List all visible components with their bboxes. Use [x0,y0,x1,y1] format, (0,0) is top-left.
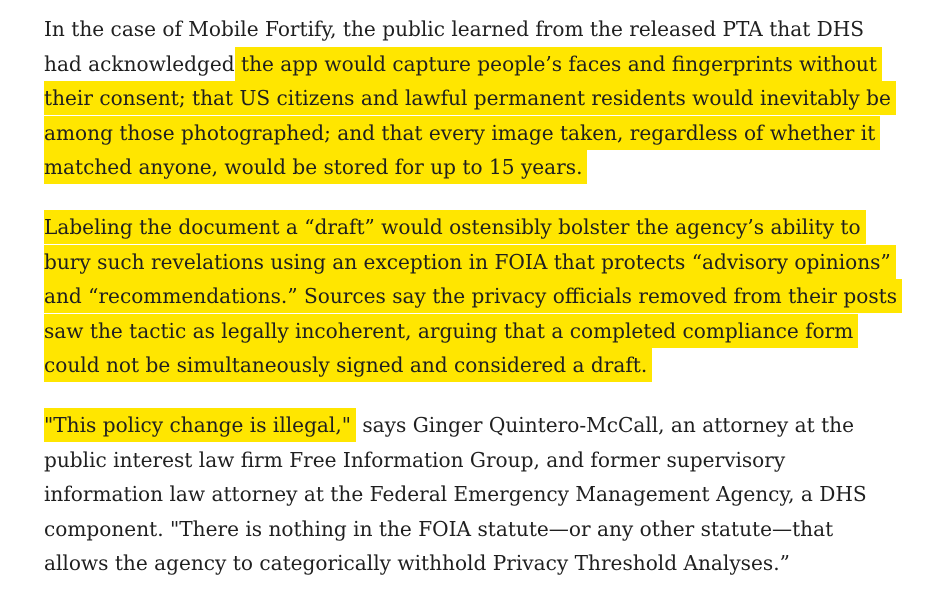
paragraph-mobile-fortify [44,12,900,185]
text-line [44,279,900,314]
text-line [44,150,900,185]
text-line [44,512,900,547]
paragraph-quote [44,408,900,581]
text-highlight: their consent; that US citizens and lawful permanent residents would inevitably be [44,81,896,115]
text-line [44,348,900,383]
text-line [44,210,900,245]
text-highlight: saw the tactic as legally incoherent, arguing that a completed compliance form [44,314,858,348]
text-plain: allows the agency to categorically withhold Privacy Threshold Analyses.” [44,551,790,576]
text-line [44,314,900,349]
text-highlight: the app would capture people’s faces and fingerprints without [235,47,882,81]
text-plain: says Ginger Quintero-McCall, an attorney at the [355,412,854,437]
paragraph-draft-label [44,210,900,383]
text-plain: component. "There is nothing in the FOIA statute—or any other statute—that [44,516,834,541]
text-line [44,408,900,443]
text-highlight: among those photographed; and that every image taken, regardless of whether it [44,116,880,150]
text-highlight: could not be simultaneously signed and considered a draft. [44,348,652,382]
text-line [44,546,900,581]
text-highlight: and “recommendations.” Sources say the privacy officials removed from their posts [44,279,902,313]
text-line [44,116,900,151]
text-line [44,443,900,478]
text-plain: public interest law firm Free Information Group, and former supervisory [44,447,786,472]
text-highlight: "This policy change is illegal," [44,408,356,442]
text-plain: In the case of Mobile Fortify, the public learned from the released PTA that DHS [44,17,865,41]
text-line [44,81,900,116]
article-body [44,12,900,606]
text-plain: had acknowledged [44,51,235,76]
text-plain: information law attorney at the Federal Emergency Management Agency, a DHS [44,482,867,507]
text-line [44,12,900,47]
text-highlight: bury such revelations using an exception in FOIA that protects “advisory opinions” [44,245,896,279]
text-highlight: matched anyone, would be stored for up to 15 years. [44,150,587,184]
text-line [44,245,900,280]
text-line [44,477,900,512]
text-line [44,47,900,82]
text-highlight: Labeling the document a “draft” would ostensibly bolster the agency’s ability to [44,210,866,244]
